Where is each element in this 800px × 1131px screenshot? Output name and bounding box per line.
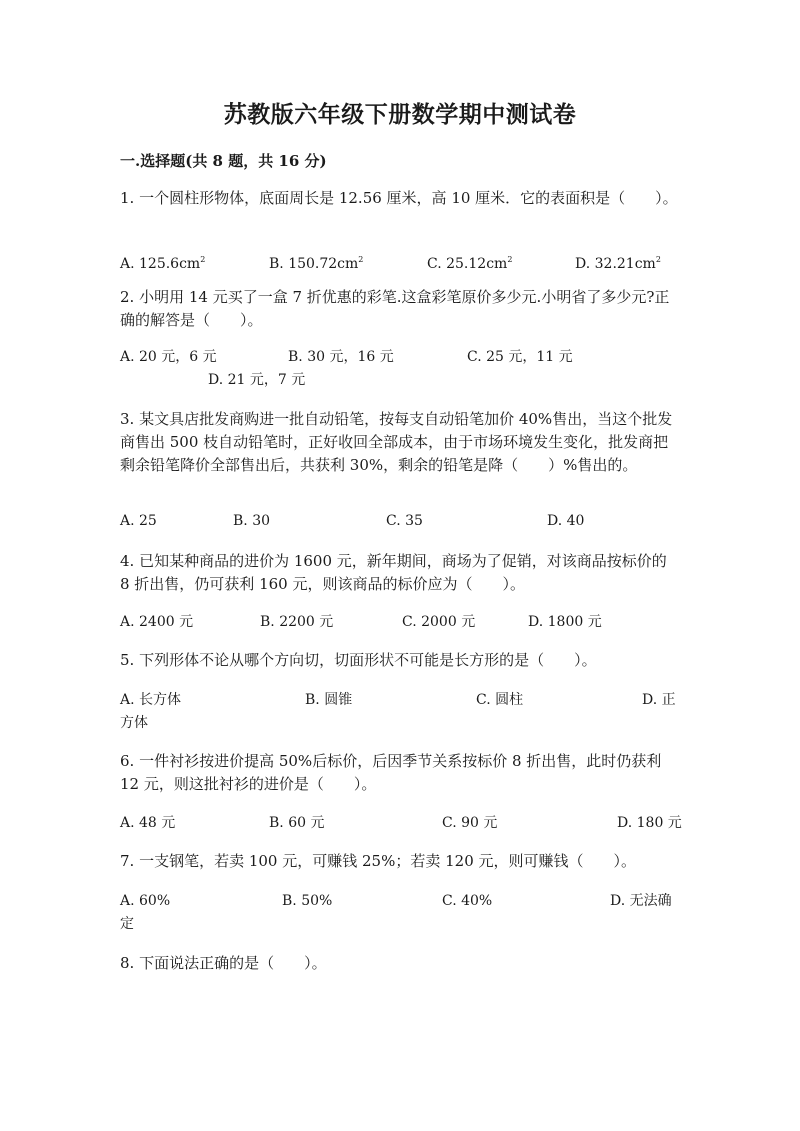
option-c: C. $25.12cm^2$ (427, 255, 513, 272)
option-a: A. 60% (120, 893, 171, 909)
option-b: B. 50% (282, 893, 333, 909)
question-2: 2. 小明用 14 元买了一盒 7 折优惠的彩笔.这盒彩笔原价多少元.小明省了多少元?正确的解答是（ ）。 (120, 288, 670, 329)
question-3: 3. 某文具店批发商购进一批自动铅笔，按每支自动铅笔加价 40%售出，当这个批发商售出 500 枝自动铅笔时，正好收回全部成本，由于市场环境发生变化，批发商把剩余铅笔降价全部售出后，共获利 30%，剩余的铅笔是降（ ）%售出的。 (120, 410, 673, 474)
option-d: D. 正 (642, 692, 676, 708)
option-d-wrap: 定 (120, 916, 134, 932)
option-d: D. 21 元，7 元 (208, 372, 306, 388)
question-6: 6. 一件衬衫按进价提高 50%后标价，后因季节关系按标价 8 折出售，此时仍获利 12 元，则这批衬衫的进价是（ ）。 (120, 752, 662, 793)
question-8: 8. 下面说法正确的是（ ）。 (120, 954, 327, 972)
question-5-options (120, 689, 680, 735)
option-b: B. 圆锥 (305, 692, 353, 708)
question-7: 7. 一支钢笔，若卖 100 元，可赚钱 25%；若卖 120 元，则可赚钱（ ）。 (120, 852, 637, 870)
page-title: 苏教版六年级下册数学期中测试卷 (223, 101, 577, 128)
option-a: A. 20 元，6 元 (120, 349, 217, 365)
question-7-options (120, 890, 680, 936)
option-d: D. 无法确 (610, 893, 672, 909)
option-a: A. 48 元 (120, 815, 176, 831)
option-a: A. 长方体 (120, 692, 182, 708)
option-d: D. $32.21cm^2$ (575, 255, 661, 272)
question-5: 5. 下列形体不论从哪个方向切，切面形状不可能是长方形的是（ ）。 (120, 651, 597, 669)
option-b: B. 30 元，16 元 (288, 349, 394, 365)
option-c: C. 40% (442, 893, 493, 909)
option-a: A. 25 (120, 513, 157, 529)
option-c: C. 圆柱 (476, 692, 524, 708)
option-d: D. 1800 元 (528, 614, 602, 630)
option-d: D. 40 (547, 513, 585, 529)
option-d: D. 180 元 (617, 815, 682, 831)
option-c: C. 2000 元 (402, 614, 476, 630)
option-c: C. 90 元 (442, 815, 498, 831)
option-b: B. 60 元 (269, 815, 325, 831)
option-a: A. 2400 元 (120, 614, 194, 630)
question-2-options (120, 346, 680, 392)
option-d-wrap: 方体 (120, 715, 148, 731)
question-1: 1. 一个圆柱形物体，底面周长是 12.56 厘米，高 10 厘米．它的表面积是（ ）。 (120, 189, 678, 207)
option-b: B. 2200 元 (260, 614, 334, 630)
option-b: B. 30 (233, 513, 271, 529)
option-c: C. 25 元，11 元 (467, 349, 573, 365)
question-4: 4. 已知某种商品的进价为 1600 元，新年期间，商场为了促销，对该商品按标价的 8 折出售，仍可获利 160 元，则该商品的标价应为（ ）。 (120, 552, 667, 593)
section-heading: 一.选择题(共 8 题，共 16 分) (120, 152, 327, 170)
option-b: B. $150.72cm^2$ (269, 255, 364, 272)
option-a: A. $125.6cm^2$ (120, 255, 206, 272)
option-c: C. 35 (386, 513, 423, 529)
